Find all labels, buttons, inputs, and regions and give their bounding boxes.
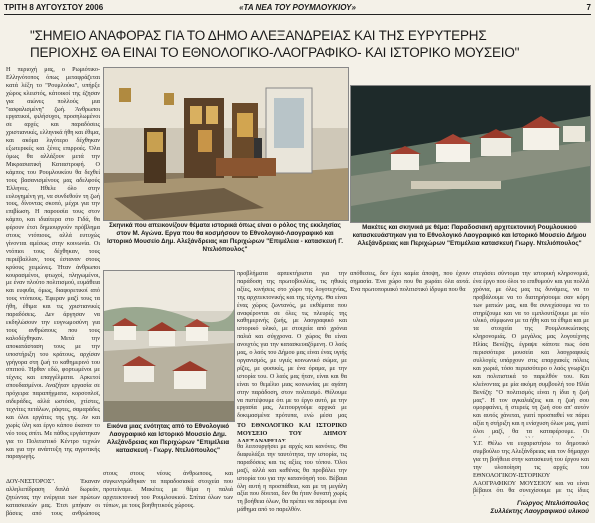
photo-models-bottom — [103, 270, 235, 422]
header-date: ΤΡΙΤΗ 8 ΑΥΓΟΥΣΤΟΥ 2006 — [4, 3, 104, 12]
photo-models-top-image — [351, 86, 590, 222]
header-page-number: 7 — [586, 3, 591, 12]
bottom-right-start-text: απόθεσεις, δεν έχει καμία άποψη, που έχουν σημασία. Ένα χώρο που θα χωράει όλα αυτά. Ένα πρωτοποριακό πολιτιστικό ίδρυμα που θα — [350, 270, 470, 293]
signature — [440, 500, 589, 516]
right-column — [350, 270, 470, 520]
far-right-column — [473, 270, 589, 438]
postscript — [473, 440, 589, 496]
middle-column-continued — [237, 443, 347, 519]
museum-bold-heading — [237, 422, 347, 442]
caption-interior: Σκηνικά που απεικονίζουν θέματα ιστορικά όπως είναι ο ρόλος της εκκλησίας στον Μ. Αγώνα. Εργα που θα κοσμήσουν το Εθνολογικό-Λαογραφικό και Ιστορικό Μουσείο Δημ. Αλεξάνδρειας και Περιχώρων "Επιμέλεια - κατασκευή Γ. Ντελιόπουλος" — [106, 222, 344, 253]
middle-column — [237, 270, 347, 420]
page-header — [4, 3, 591, 15]
postscript-text: Υ.Γ. Θέλω να ευχαριστήσω το δημοτικό συμβούλιο της Αλεξάνδρειας και τον δήμαρχο για τη βοήθεια στην κατασκευή του έργου και την υλοποίηση τις αρχές του ΕΘΝΟΛΟΓΙΚΟΥ-ΙΣΤΟΡΙΚΟΥ ΛΑΟΓΡΑΦΙΚΟΥ ΜΟΥΣΕΙΟΥ και να είναι βέβαιοι ότι θα συνεχίσουμε με τις ίδιες — [473, 440, 589, 495]
photo-interior-image — [104, 68, 348, 220]
left-column-tail — [6, 478, 100, 518]
left-column — [6, 66, 100, 476]
headline-line-1: "ΣΗΜΕΙΟ ΑΝΑΦΟΡΑΣ ΓΙΑ ΤΟ ΔΗΜΟ ΑΛΕΞΑΝΔΡΕΙΑΣ ΚΑΙ ΤΗΣ ΕΥΡΥΤΕΡΗΣ — [30, 28, 487, 43]
bottom-middle-column — [103, 470, 233, 519]
bottom-middle-text: στους στους νέους άνθρωπους, και συγκεντρώθηκαν τα παραδοσιακά στοιχεία που προτείναμε. Μακέτες με θέμα η παλιά αρχιτεκτονική του Ρουμλουκιού. Σπίτια όλων των τύπων, με τους βοηθητικούς χώρους. — [103, 470, 233, 509]
caption-models-bottom: Εικόνα μιας ενότητας από το Εθνολογικό Λαογραφικό και Ιστορικό Μουσείο Δημ. Αλεξάνδρειας και Περιχώρων "Επιμέλεια κατασκευή - Γιωργ. Ντελιόπουλος" — [106, 423, 230, 454]
headline-line-2: ΠΕΡΙΟΧΗΣ ΘΑ ΕΙΝΑΙ ΤΟ ΕΘΝΟΛΟΓΙΚΟ-ΛΑΟΓΡΑΦΙΚΟ- ΚΑΙ ΙΣΤΟΡΙΚΟ ΜΟΥΣΕΙΟ" — [30, 45, 520, 60]
headline — [30, 27, 589, 61]
signature-role: Συλλέκτης Λαογραφικού υλικού — [490, 508, 589, 515]
photo-models-top — [350, 85, 591, 223]
middle-column-text-2: θα λειτουργήσει με αρχές και κανόνες. Θα διαφυλάξει την ταυτότητα, την ιστορία, τις παραδόσεις και τις αξίες του τόπου. Όλοι μαζί, αλλά και καθένας θα προβάλει την ιστορία του για την κατανόησή του. Βέβαια όλη αυτή η προσπάθεια, και με τη μεγάλη αξία που δίνεται, δεν θα ήταν δυνατή χωρίς τη βοήθεια όλων, θα πρέπει να πάρουμε ένα μάθημα από το παρελθόν. — [237, 443, 347, 514]
photo-models-bottom-image — [104, 271, 234, 421]
caption-models-top: Μακέτες και σκηνικά με θέμα: Παραδοσιακή αρχιτεκτονική Ρουμλουκιού κατασκευάστηκαν για το Εθνολογικό Λαογραφικό και Ιστορικό Μουσείο Δήμου Αλεξάνδρειας και Περιχώρων "Επιμέλεια κατασκευή Γιωργ. Ντελιόπουλος" — [352, 224, 587, 247]
photo-interior — [103, 67, 349, 221]
museum-bold-heading-text: ΤΟ ΕΘΝΟΛΟΓΙΚΟ ΚΑΙ ΙΣΤΟΡΙΚΟ ΜΟΥΣΕΙΟ ΤΟΥ ΔΗΜΟΥ ΑΛΕΞΑΝΔΡΕΙΑΣ — [237, 422, 347, 442]
signature-name: Γιώργος Ντελιόπουλος — [516, 500, 589, 507]
left-column-tail-text: ΔΟΥ-ΝΕΣΤΟΡΟΣ". Έκαναν αλληλεπίδραση διπλά δωρεάν, ζητώντας την ενέργεια των πρώτων κατασκευών μας. Έτσι μπήκαν οι βάσεις από τους ανθρώπους — [6, 478, 100, 517]
left-column-text: Η περιοχή μας, ο Ρωμιότικο-Ελληνότοπος όπως μεταφράζεται κατά λέξη το "Ρουμλούκι", υπήρξε χώρος κλειστός, κάτοικοί της έζησαν για αιώνες πολλούς μια "ασφαλισμένη" ζωή. Άνθρωποι εργατικοί, φιλήσυχοι, προσηλωμένοι σε αρχές και παραδόσεις χριστιανικές, ελληνικά ήθη και έθιμα, και ακόμα λιγότερο δέχθηκαν εξωτερικές και ξένες επιρροές. Όλα όμως θα αλλάξουν μετά την Μικρασιατική Καταστροφή. Ο κάμπος του Ρουμλουκίου θα δεχθεί τους βασανισμένους μας αδελφούς Έλληνες. Ηθελε όλο στην ευλογημένη γη, να συνδεθούν τη ζωή τους, δίνοντας σκοπό, μέχρι για την επιβίωση. Η παρουσία τους στον κάμπο, και ιδιαίτερα στο Γιδά, θα φέρουν έτσι δημιουργούν πρόβλημα στους ντόπιους, αλλά ευτυχώς γίνονται αμέσως στην κοινωνία. Οι ντόπιοι τους δέχθηκαν, τους περιέβαλλαν, τους έσταναν στους κρύους χειμώνες. Ήταν άνθρωποι κουρασμένοι, φτωχοί, πληγωμένοι, με έναν πλούτο πολιτισμού, ευμάθεια και ευφυΐα, όμως, διαφορετικοί από τους ντόπιους. Έφεραν μαζί τους τα ήθη, έθιμα και τις χριστιανικές παραδόσεις. Δεν άργησαν να εκδηλώσουν την ευγνωμοσύνη για τους ανθρώπους που τους καλοδέχθηκαν. Μετά την αποκατάσταση τους με την υποστήριξη του κράτους, αρχίσαν γρήγορα στη ζωή το καθημερινό του σπιτιού. Ήρθαν εδώ, φορτωμένοι με τέχνες και επαγγέλματα. Αρκετοί σπουδασμένοι. Αναζήταν εργασία σε πρόχειρα παραπήγματα, κορσοπλοϊ, σιδεράδες, αλλά ωστόσο, χτίστες, τεχνίτες πετάλων, ράφτες, σαμαράδες και όλοι εργάτες της γης. Αν και χωρίς ύλη και έργο κάπου έκαναν το νέο τους σπίτι. Με πάθος εργάστηκαν για το Πολιτιστικό Κέντρο τεχνών και για την ανάπτυξη της αγροτικής παραγωγής. — [6, 66, 100, 461]
middle-column-text: προβλήματα αρπεκτήριστα για την παράδοση της πρωτοβουλίας, τις ηθικές αξίες, κινήσεις στο χώρο της λογοτεχνίας, της αρχιτεκτονικής και της τέχνης. Θα είναι ένας χώρος ζωντανός, με εκθέματα που αναφέρονται σε όλες τις πλευρές της καθημερινής ζωής, με λαογραφικό και ιστορικό υλικό, με στοιχεία από χρόνια παλιά και σύγχρονα. Ο χώρος θα είναι ανοιχτός για την κατασκευαζόμενη. Ο λαός μας, ο λαός του Δήμου μας είναι ένας υγιής οργανισμός, με υγιές κοινωνικό σώμα, με ρίζες, με φυσικές, με ένα όραμα, με την ιστορία του. Ο λαός μας ήταν, είναι και θα είναι το θεμέλιο μιας κοινωνίας με αγάπη στην παράδοση, στον πολιτισμό. Θέλουμε να πιστέψουμε ότι με το έργο αυτό, με την εργασία μας, λειτουργούμε αρχικά με δοκιμασμένα πρότυπα, ενώ μέσα μας — [237, 270, 347, 420]
header-paper-name: «ΤΑ ΝΕΑ ΤΟΥ ΡΟΥΜΛΟΥΚΙΟΥ» — [239, 3, 356, 12]
right-column-text: στεγάσει σύντομα την ιστορική κληρονομιά, ένα έργο που όλοι το επιθυμούν και για πολλά χρόνια, με όλες μας τις δυνάμεις, να το προβάλουμε να το διατηρήσουμε σαν κόρη των ματιών μας, και θα συνεχίσουμε να το στηρίζουμε και να το εμπλουτίζουμε με νέο υλικό, σύμφωνα με τα ήθη και τα έθιμα και με τα στοιχεία της Ρουμλουκιώτικης κληρονομιάς. Ο μεγάλος μας λογοτέχνης Ηλίας Βενέζης, έγραψε κάποτε πως όσα περισσότερα μουσεία και λαογραφικές συλλογές υπάρχουν στις επαρχιακές πόλεις και χωριά, τόσο περισσότερο ο λαός γνωρίζει και πολιτιστικά το παρελθόν του. Και κλείνοντας με μία ακόμη συμβουλή του Ηλία Βενέζη: "Ο πολιτισμός είναι η ίδια η ζωή μας". Η τον αγκαλιάζεις και η ζωή σου ομορφαίνει, ή στερείς τη ζωή σου απ' αυτόν και αυτός χάνεται, γιατί προσπαθεί να πάρει αξία η στήριξη και η ενίσχυση όλων μας, γιατί όλοι μαζί, θα τα καταφέρουμε. Οι — [473, 270, 589, 436]
